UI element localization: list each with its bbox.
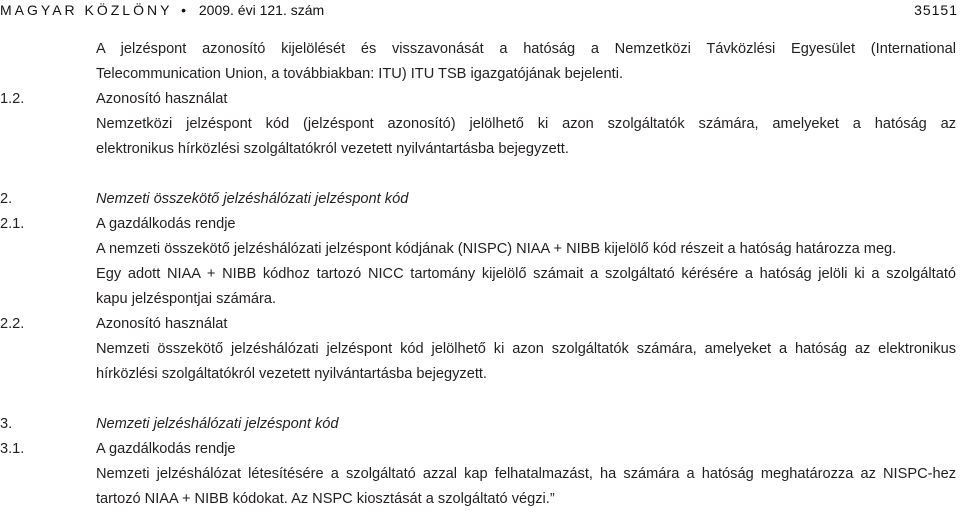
paragraph-text [96,112,956,162]
paragraph-line: Nemzeti jelzéshálózat létesítésére a szolgáltató azzal kap felhatalmazást, ha számára a hatóság meghatározza az NISPC-hez [96,466,956,482]
section-3-title-row [0,412,960,437]
paragraph-line: Telecommunication Union, a továbbiakban: ITU) ITU TSB igazgatójának bejelenti. [96,66,624,82]
section-2-2-paragraph [0,337,960,387]
section-heading: Azonosító használat [96,316,228,332]
document-body [0,37,960,512]
paragraph-line: A nemzeti összekötő jelzéshálózati jelzéspont kódjának (NISPC) NIAA + NIBB kijelölő kód részeit a hatóság határozza meg. [96,241,897,257]
section-1-2-heading-row [0,87,960,112]
section-title: Nemzeti jelzéshálózati jelzéspont kód [96,416,339,432]
section-number: 2. [0,191,13,207]
paragraph-line: A jelzéspont azonosító kijelölését és visszavonását a hatóság a Nemzetközi Távközlési Egyesület (International [96,41,956,57]
bullet-separator: • [181,2,186,18]
section-number: 2.2. [0,316,25,332]
paragraph-text [96,337,956,387]
paragraph-line: Nemzeti összekötő jelzéshálózati jelzéspont kód jelölhető ki azon szolgáltatók számára, amelyeket a hatóság az elektronikus [96,341,956,357]
section-2-title-row [0,187,960,212]
paragraph-text [96,37,956,87]
section-heading: A gazdálkodás rendje [96,216,236,232]
paragraph-gap [0,162,960,187]
section-3-1-heading-row [0,437,960,462]
paragraph-line: tartozó NIAA + NIBB kódokat. Az NSPC kiosztását a szolgáltató végzi.” [96,491,555,507]
section-3-1-paragraph [0,462,960,512]
page-header [0,0,960,22]
paragraph-line: Egy adott NIAA + NIBB kódhoz tartozó NICC tartomány kijelölő számait a szolgáltató kérésére a hatóság jelöli ki a szolgáltató [96,266,956,282]
section-number: 3. [0,416,13,432]
section-title: Nemzeti összekötő jelzéshálózati jelzéspont kód [96,191,409,207]
section-1-2-paragraph [0,112,960,162]
paragraph-text [96,237,956,312]
section-2-2-heading-row [0,312,960,337]
intro-paragraph [0,37,960,87]
paragraph-line: hírközlési szolgáltatókról vezetett nyilvántartásba bejegyzett. [96,366,487,382]
section-heading: A gazdálkodás rendje [96,441,236,457]
paragraph-text [96,462,956,512]
section-number: 3.1. [0,441,25,457]
paragraph-line: Nemzetközi jelzéspont kód (jelzéspont azonosító) jelölhető ki azon szolgáltatók számára, amelyeket a hatóság az [96,116,956,132]
running-head [0,1,324,19]
section-heading: Azonosító használat [96,91,228,107]
journal-title: MAGYAR KÖZLÖNY [0,2,173,18]
paragraph-line: elektronikus hírközlési szolgáltatókról vezetett nyilvántartásba bejegyzett. [96,141,569,157]
paragraph-line: kapu jelzéspontjai számára. [96,291,277,307]
page-number: 35151 [914,2,958,18]
section-number: 1.2. [0,91,25,107]
section-number: 2.1. [0,216,25,232]
section-2-1-heading-row [0,212,960,237]
section-2-1-paragraph [0,237,960,312]
issue-label: 2009. évi 121. szám [198,2,325,18]
paragraph-gap [0,387,960,412]
